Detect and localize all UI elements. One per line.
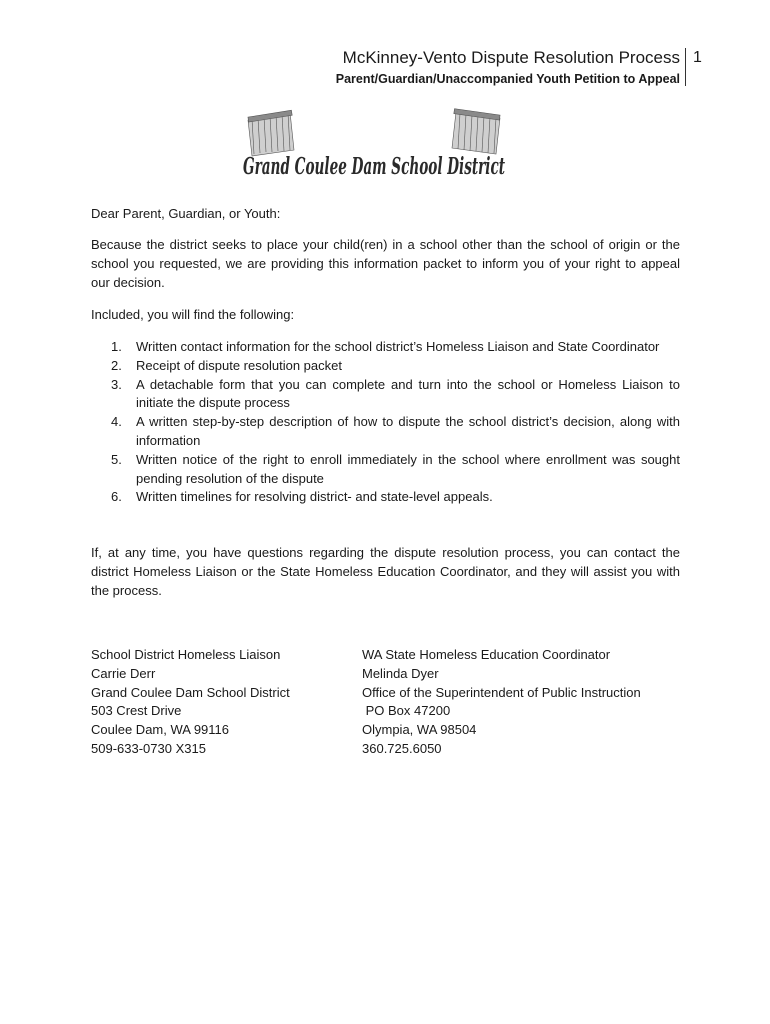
logo-text: Grand Coulee Dam School District xyxy=(243,153,506,180)
closing-paragraph: If, at any time, you have questions regarding the dispute resolution process, you can contact the district Homeless Liaison or the State Homeless Education Coordinator, and they will assist you with the process. xyxy=(91,545,680,598)
included-items-list xyxy=(91,338,680,507)
included-paragraph: Included, you will find the following: xyxy=(91,307,295,322)
document-subtitle: Parent/Guardian/Unaccompanied Youth Petition to Appeal xyxy=(335,72,680,86)
list-item xyxy=(91,451,680,489)
list-item xyxy=(91,376,680,414)
list-item-text: Written contact information for the school district’s Homeless Liaison and State Coordinator xyxy=(136,339,660,354)
header-titles xyxy=(336,46,680,88)
contact-role: School District Homeless Liaison xyxy=(91,647,281,662)
list-item xyxy=(91,413,680,451)
list-item-text: Written timelines for resolving district- and state-level appeals. xyxy=(136,489,493,505)
contact-phone: 509-633-0730 X315 xyxy=(91,740,206,756)
contact-role: WA State Homeless Education Coordinator xyxy=(362,647,611,662)
logo-right-columns xyxy=(452,109,500,154)
list-item-number: 4. xyxy=(111,414,122,430)
page-number: 1 xyxy=(693,49,702,66)
state-coordinator-contact xyxy=(362,646,682,759)
list-item-text: Written notice of the right to enroll immediately in the school where enrollment was sought pending resolution of the dispute xyxy=(136,451,680,486)
page-header xyxy=(0,46,770,90)
contact-organization: Office of the Superintendent of Public Instruction xyxy=(362,684,641,700)
contact-phone: 360.725.6050 xyxy=(362,740,442,756)
contact-name: Melinda Dyer xyxy=(362,665,439,681)
document-title: McKinney-Vento Dispute Resolution Process xyxy=(342,48,680,67)
contact-organization: Grand Coulee Dam School District xyxy=(91,684,290,700)
district-logo xyxy=(238,108,510,190)
header-divider xyxy=(685,48,686,86)
list-item-text: A written step-by-step description of how to dispute the school district’s decision, along with information xyxy=(136,414,680,448)
list-item-number: 6. xyxy=(111,489,122,505)
list-item xyxy=(91,338,680,357)
district-liaison-contact xyxy=(91,646,351,759)
list-item xyxy=(91,357,680,376)
list-item xyxy=(91,488,680,507)
logo-left-columns xyxy=(248,110,294,156)
contact-city: Olympia, WA 98504 xyxy=(362,722,477,738)
list-item-number: 2. xyxy=(111,357,122,373)
contact-name: Carrie Derr xyxy=(91,665,156,681)
list-item-text: A detachable form that you can complete and turn into the school or Homeless Liaison to initiate the dispute process xyxy=(136,376,680,411)
list-item-number: 3. xyxy=(111,376,122,392)
contact-address: 503 Crest Drive xyxy=(91,703,182,719)
list-item-number: 1. xyxy=(111,339,122,354)
intro-paragraph: Because the district seeks to place your child(ren) in a school other than the school of origin or the school you requested, we are providing this information packet to inform you of your right to appeal our decision. xyxy=(91,237,680,290)
contact-city: Coulee Dam, WA 99116 xyxy=(91,722,230,738)
list-item-text: Receipt of dispute resolution packet xyxy=(136,357,342,373)
salutation: Dear Parent, Guardian, or Youth: xyxy=(91,206,281,221)
list-item-number: 5. xyxy=(111,451,122,467)
contact-address: PO Box 47200 xyxy=(362,703,451,719)
